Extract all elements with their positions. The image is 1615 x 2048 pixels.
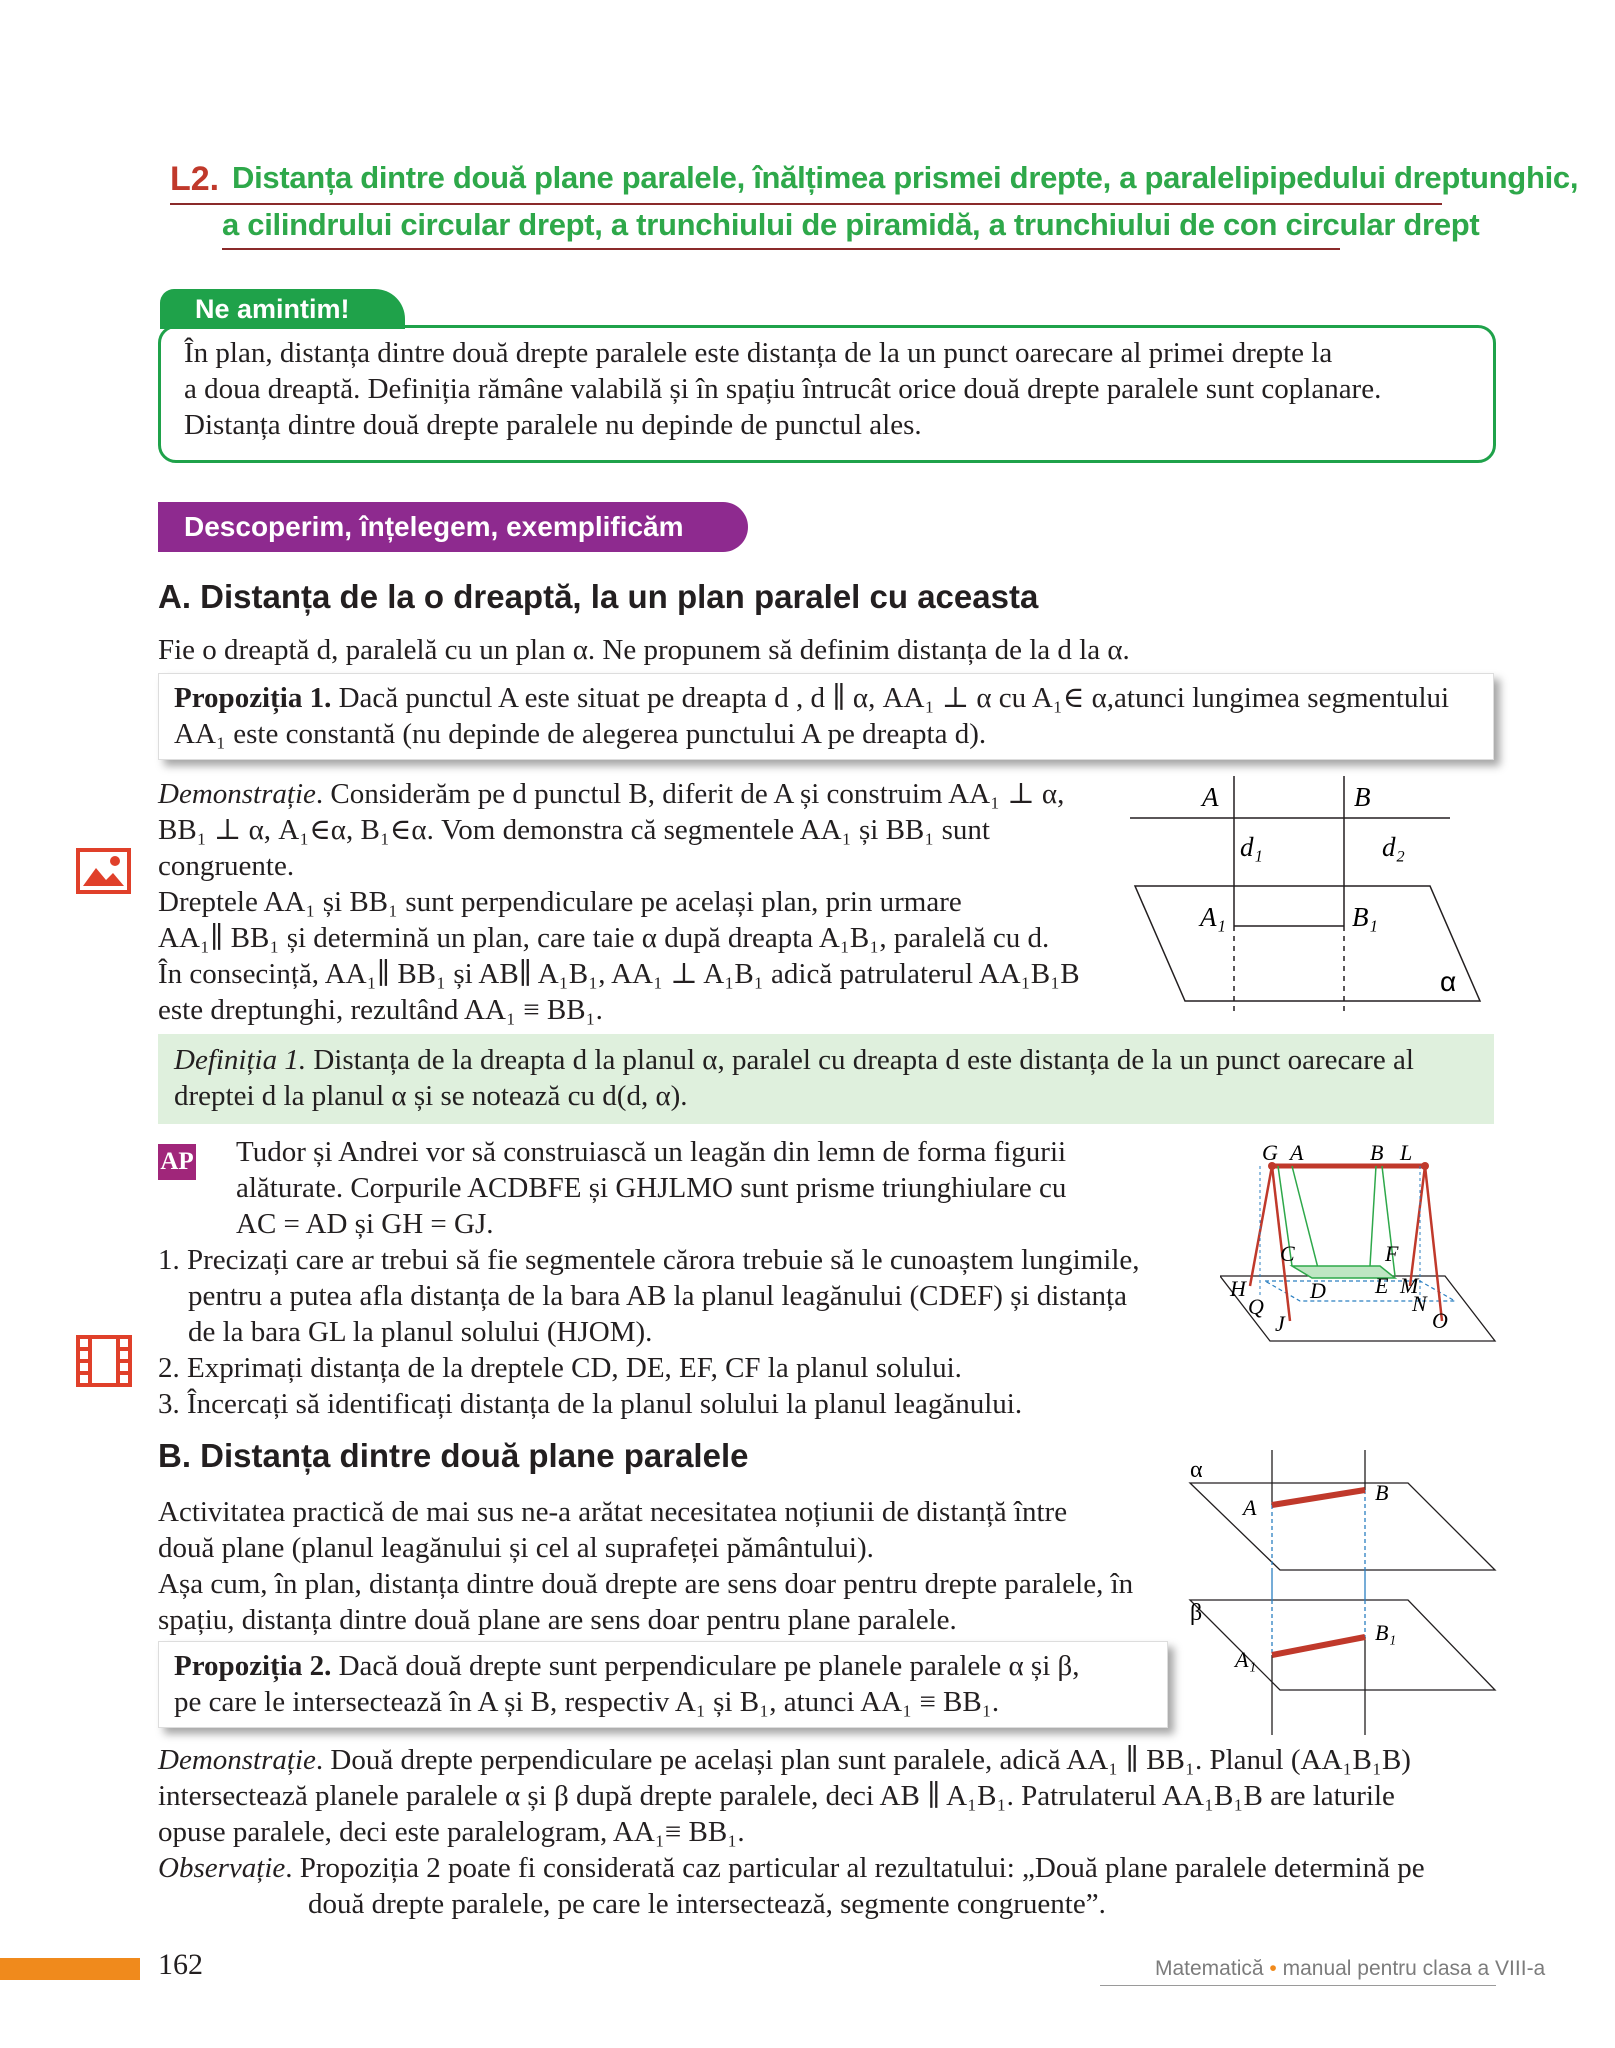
demo-b-label: Demonstrație — [158, 1744, 316, 1776]
reminder-tab: Ne amintim! — [160, 289, 405, 329]
section-a-heading: A. Distanța de la o dreaptă, la un plan paralel cu aceasta — [158, 578, 1039, 615]
fig1-label-b1: B₁ — [1352, 902, 1378, 932]
reminder-text — [184, 335, 1474, 443]
figure-swing — [1220, 1136, 1500, 1346]
fig1-label-d1: d₁ — [1240, 832, 1263, 862]
page-number: 162 — [158, 1948, 203, 1981]
swing-label: E — [1375, 1273, 1389, 1298]
page-accent-bar — [0, 1958, 140, 1980]
lesson-code: L2. — [170, 160, 220, 198]
fig2-label-beta: β — [1190, 1600, 1203, 1626]
demo-b-line: intersectează planele paralele α și β după drepte paralele, deci AB ∥ A₁B₁. Patrulaterul AA₁B₁B are laturile — [158, 1780, 1395, 1812]
proposition-2-line-2: pe care le intersectează în A și B, respectiv A₁ și B₁, atunci AA₁ ≡ BB₁. — [174, 1686, 1000, 1718]
demo-line: este dreptunghi, rezultând AA₁ ≡ BB₁. — [158, 994, 603, 1026]
section-b-line: spațiu, distanța dintre două plane are sens doar pentru plane paralele. — [158, 1604, 957, 1636]
discover-tab: Descoperim, înțelegem, exemplificăm — [158, 502, 748, 552]
fig1-label-a1: A₁ — [1200, 902, 1226, 932]
swing-label: Q — [1248, 1294, 1264, 1319]
observation-line: . Propoziția 2 poate fi considerată caz particular al rezultatului: „Două plane paralele determină pe — [285, 1852, 1425, 1884]
activity-line: AC = AD și GH = GJ. — [236, 1208, 494, 1240]
footer-bullet: • — [1269, 1957, 1277, 1980]
demo-b-line: . Două drepte perpendiculare pe același plan sunt paralele, adică AA₁ ∥ BB₁. Planul (AA₁B₁B) — [315, 1744, 1411, 1776]
demo-line: În consecință, AA₁∥ BB₁ și AB∥ A₁B₁, AA₁ ⊥ A₁B₁ adică patrulaterul AA₁B₁B — [158, 958, 1080, 990]
activity-line: alăturate. Corpurile ACDBFE și GHJLMO sunt prisme triunghiulare cu — [236, 1172, 1067, 1204]
demonstration-a — [158, 776, 1108, 1028]
footer-rule — [1100, 1985, 1496, 1986]
reminder-line: În plan, distanța dintre două drepte paralele este distanța de la un punct oarecare al primei drepte la — [184, 337, 1333, 369]
swing-label: O — [1432, 1308, 1448, 1333]
ap-badge: AP — [158, 1144, 196, 1180]
lesson-title-line-2: a cilindrului circular drept, a trunchiului de piramidă, a trunchiului de con circular drept — [222, 207, 1480, 242]
fig1-label-b: B — [1354, 782, 1371, 812]
definition-1-label: Definiția 1. — [174, 1044, 307, 1076]
fig2-label-a: A — [1243, 1495, 1257, 1520]
book-title — [1155, 1957, 1545, 1981]
book-title-b: manual pentru clasa a VIII-a — [1282, 1957, 1546, 1980]
fig2-label-b1: B₁ — [1375, 1620, 1397, 1645]
activity-line: Tudor și Andrei vor să construiască un leagăn din lemn de forma figurii — [236, 1136, 1067, 1168]
fig2-label-alpha: α — [1190, 1457, 1203, 1483]
swing-label: M — [1400, 1273, 1419, 1298]
swing-label: C — [1280, 1241, 1295, 1266]
definition-1-line-1: Distanța de la dreapta d la planul α, paralel cu dreapta d este distanța de la un punct oarecare al — [306, 1044, 1414, 1076]
title-rule-1 — [170, 203, 1442, 205]
proposition-2-line-1: Dacă două drepte sunt perpendiculare pe planele paralele α și β, — [331, 1650, 1080, 1682]
swing-label: B — [1370, 1140, 1384, 1165]
question-1-cont: de la bara GL la planul solului (HJOM). — [188, 1316, 653, 1348]
section-b-line: Așa cum, în plan, distanța dintre două drepte are sens doar pentru drepte paralele, în — [158, 1568, 1134, 1600]
question-2: 2. Exprimați distanța de la dreptele CD, DE, EF, CF la planul solului. — [158, 1352, 962, 1384]
fig2-label-b: B — [1375, 1480, 1389, 1505]
video-icon[interactable] — [76, 1335, 132, 1387]
figure-line-plane — [1130, 776, 1500, 1026]
section-b-line: două plane (planul leagănului și cel al suprafeței pământului). — [158, 1532, 874, 1564]
proposition-1-line-2: AA₁ este constantă (nu depinde de alegerea punctului A pe dreapta d). — [174, 718, 987, 750]
swing-label: A — [1290, 1140, 1304, 1165]
definition-1-line-2: dreptei d la planul α și se notează cu d(d, α). — [174, 1080, 688, 1112]
demo-line: Dreptele AA₁ și BB₁ sunt perpendiculare pe același plan, prin urmare — [158, 886, 962, 918]
section-b-line: Activitatea practică de mai sus ne-a arătat necesitatea noțiunii de distanță între — [158, 1496, 1068, 1528]
swing-label: N — [1412, 1291, 1427, 1316]
proposition-2-text — [174, 1648, 1164, 1720]
section-a-intro: Fie o dreaptă d, paralelă cu un plan α. Ne propunem să definim distanța de la d la α. — [158, 634, 1130, 666]
swing-label: J — [1275, 1311, 1285, 1336]
fig2-label-a1: A₁ — [1235, 1647, 1257, 1672]
section-b-text — [158, 1494, 1168, 1638]
lesson-title-line-1: Distanța dintre două plane paralele, înălțimea prismei drepte, a paralelipipedului dreptunghic, — [232, 160, 1579, 195]
demonstration-b — [158, 1742, 1496, 1922]
demo-line: BB₁ ⊥ α, A₁∈α, B₁∈α. Vom demonstra că segmentele AA₁ și BB₁ sunt — [158, 814, 990, 846]
image-icon[interactable] — [76, 848, 131, 894]
swing-label: L — [1400, 1140, 1413, 1165]
reminder-line: Distanța dintre două drepte paralele nu depinde de punctul ales. — [184, 409, 922, 441]
swing-label: H — [1230, 1276, 1246, 1301]
question-1: 1. Precizați care ar trebui să fie segmentele cărora trebuie să le cunoaștem lungimile, — [158, 1244, 1140, 1276]
fig1-label-d2: d₂ — [1382, 832, 1405, 862]
proposition-1-label: Propoziția 1. — [174, 682, 332, 714]
fig1-label-alpha: α — [1440, 966, 1457, 997]
demo-label: Demonstrație — [158, 778, 316, 810]
section-b-heading: B. Distanța dintre două plane paralele — [158, 1437, 749, 1474]
definition-1-text — [174, 1042, 1484, 1114]
activity-intro — [236, 1134, 1166, 1242]
observation-label: Observație — [158, 1852, 286, 1884]
question-3: 3. Încercați să identificați distanța de la planul solului la planul leagănului. — [158, 1388, 1023, 1420]
demo-line: . Considerăm pe d punctul B, diferit de A și construim AA₁ ⊥ α, — [315, 778, 1065, 810]
question-1-cont: pentru a putea afla distanța de la bara AB la planul leagănului (CDEF) și distanța — [188, 1280, 1127, 1312]
demo-line: congruente. — [158, 850, 295, 882]
demo-b-line: opuse paralele, deci este paralelogram, AA₁≡ BB₁. — [158, 1816, 745, 1848]
title-rule-2 — [222, 248, 1340, 250]
reminder-line: a doua dreaptă. Definiția rămâne valabilă și în spațiu întrucât orice două drepte paralele sunt coplanare. — [184, 373, 1382, 405]
activity-questions — [158, 1242, 1168, 1422]
fig1-label-a: A — [1202, 782, 1219, 812]
swing-label: D — [1310, 1278, 1326, 1303]
proposition-1-line-1: Dacă punctul A este situat pe dreapta d , d ∥ α, AA₁ ⊥ α cu A₁∈ α,atunci lungimea segmentului — [331, 682, 1450, 714]
swing-label: F — [1385, 1241, 1399, 1266]
swing-label: G — [1262, 1140, 1278, 1165]
book-title-a: Matematică — [1155, 1957, 1264, 1980]
proposition-1-text — [174, 680, 1484, 752]
figure-parallel-planes — [1180, 1445, 1500, 1740]
demo-line: AA₁∥ BB₁ și determină un plan, care taie α după dreapta A₁B₁, paralelă cu d. — [158, 922, 1050, 954]
proposition-2-label: Propoziția 2. — [174, 1650, 332, 1682]
observation-line: două drepte paralele, pe care le intersectează, segmente congruente”. — [308, 1888, 1106, 1920]
